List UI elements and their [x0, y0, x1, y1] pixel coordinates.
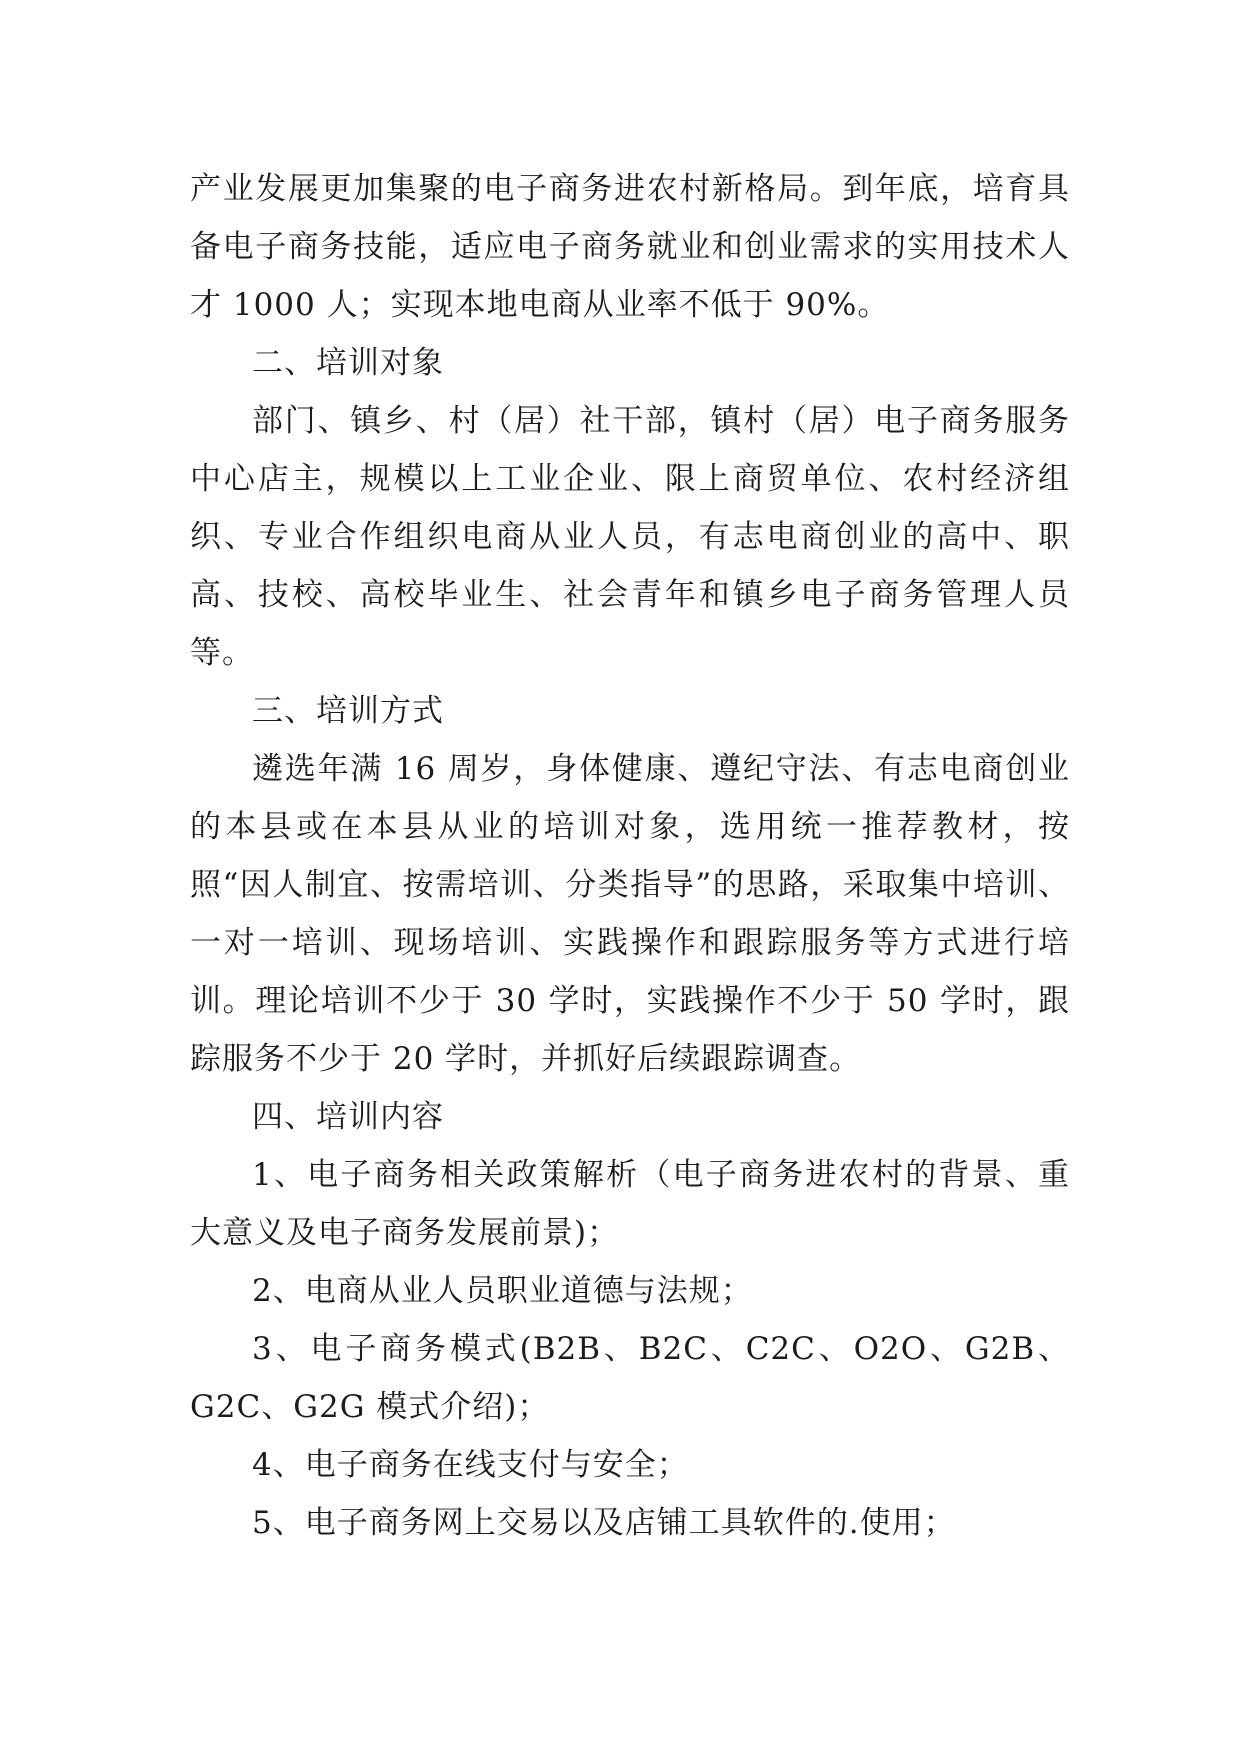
heading-training-targets: 二、培训对象 [252, 345, 444, 381]
content-item-4: 4、电子商务在线支付与安全； [252, 1447, 689, 1483]
document-body [190, 160, 1070, 1552]
heading-training-methods: 三、培训方式 [252, 693, 444, 729]
heading-training-content: 四、培训内容 [252, 1099, 444, 1135]
paragraph-goal-continued: 产业发展更加集聚的电子商务进农村新格局。到年底，培育具备电子商务技能，适应电子商务就业和创业需求的实用技术人才 1000 人；实现本地电商从业率不低于 90%。 [190, 171, 1070, 323]
paragraph-training-methods: 遴选年满 16 周岁，身体健康、遵纪守法、有志电商创业的本县或在本县从业的培训对象，选用统一推荐教材，按照“因人制宜、按需培训、分类指导”的思路，采取集中培训、一对一培训、现场培训、实践操作和跟踪服务等方式进行培训。理论培训不少于 30 学时，实践操作不少于 50 学时，跟踪服务不少于 20 学时，并抓好后续跟踪调查。 [190, 751, 1070, 1077]
content-item-2: 2、电商从业人员职业道德与法规； [252, 1273, 753, 1309]
content-item-1: 1、电子商务相关政策解析（电子商务进农村的背景、重大意义及电子商务发展前景)； [190, 1157, 1070, 1251]
paragraph-training-targets: 部门、镇乡、村（居）社干部，镇村（居）电子商务服务中心店主，规模以上工业企业、限上商贸单位、农村经济组织、专业合作组织电商从业人员，有志电商创业的高中、职高、技校、高校毕业生、社会青年和镇乡电子商务管理人员等。 [190, 403, 1070, 671]
content-item-5: 5、电子商务网上交易以及店铺工具软件的.使用； [252, 1505, 956, 1541]
content-item-3: 3、电子商务模式(B2B、B2C、C2C、O2O、G2B、G2C、G2G 模式介绍)； [190, 1331, 1070, 1425]
